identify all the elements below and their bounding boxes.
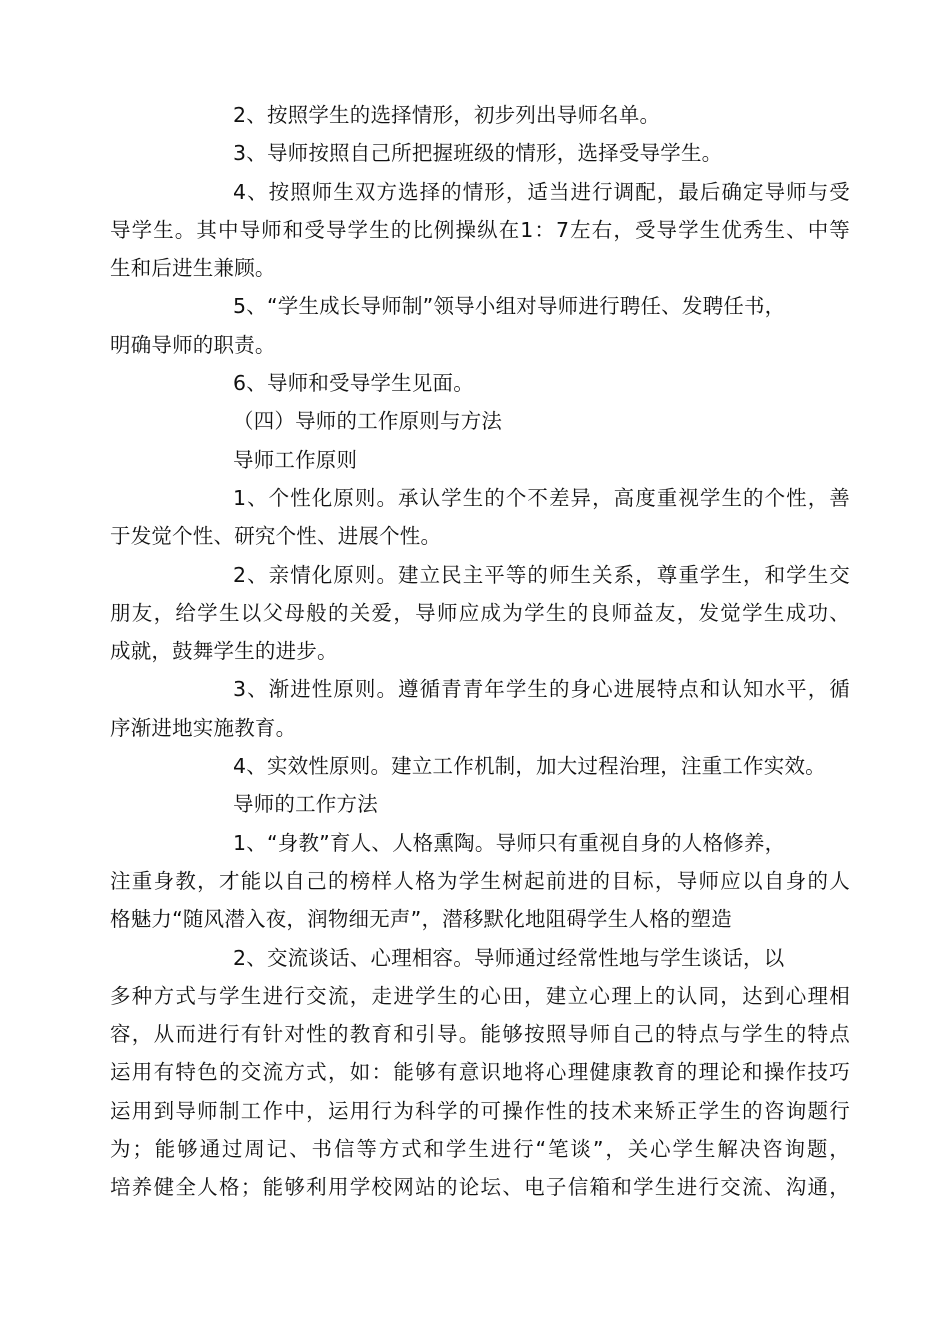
text-line: 生和后进生兼顾。	[110, 256, 276, 281]
text-line: 2、交流谈话、心理相容。导师通过经常性地与学生谈话，以	[233, 945, 785, 970]
text-line: 朋友，给学生以父母般的关爱，导师应成为学生的良师益友，发觉学生成功、	[110, 600, 850, 625]
text-line: 于发觉个性、研究个性、进展个性。	[110, 524, 442, 549]
text-line: 运用有特色的交流方式，如：能够有意识地将心理健康教育的理论和操作技巧	[110, 1060, 850, 1085]
text-line: 2、亲情化原则。建立民主平等的师生关系，尊重学生，和学生交	[233, 562, 850, 587]
text-line: 4、按照师生双方选择的情形，适当进行调配，最后确定导师与受	[233, 179, 850, 204]
text-line: 2、按照学生的选择情形，初步列出导师名单。	[233, 103, 661, 127]
text-line: 3、导师按照自己所把握班级的情形，选择受导学生。	[233, 141, 723, 166]
text-line: 格魅力“随风潜入夜，润物细无声”，潜移默化地阻碍学生人格的塑造	[110, 907, 732, 932]
text-line: 明确导师的职责。	[110, 332, 276, 357]
text-line: 容，从而进行有针对性的教育和引导。能够按照导师自己的特点与学生的特点	[110, 1022, 850, 1047]
text-line: 为；能够通过周记、书信等方式和学生进行“笔谈”，关心学生解决咨询题，	[110, 1137, 850, 1162]
text-line: 成就，鼓舞学生的进步。	[110, 639, 338, 664]
text-line: 运用到导师制工作中，运用行为科学的可操作性的技术来矫正学生的咨询题行	[110, 1098, 850, 1123]
text-line: 5、“学生成长导师制”领导小组对导师进行聘任、发聘任书，	[233, 294, 786, 319]
text-line: 1、个性化原则。承认学生的个不差异，高度重视学生的个性，善	[233, 485, 850, 510]
text-line: （四）导师的工作原则与方法	[233, 409, 503, 434]
document-body	[110, 96, 850, 1207]
text-line: 注重身教，才能以自己的榜样人格为学生树起前进的目标，导师应以自身的人	[110, 868, 850, 893]
text-line: 培养健全人格；能够利用学校网站的论坛、电子信箱和学生进行交流、沟通，	[110, 1175, 850, 1200]
text-line: 导师的工作方法	[233, 792, 378, 817]
text-line: 6、导师和受导学生见面。	[233, 371, 474, 396]
text-line: 3、渐进性原则。遵循青青年学生的身心进展特点和认知水平，循	[233, 677, 850, 702]
text-line: 导师工作原则	[233, 447, 358, 472]
text-line: 4、实效性原则。建立工作机制，加大过程治理，注重工作实效。	[233, 754, 826, 779]
text-line: 导学生。其中导师和受导学生的比例操纵在1：7左右，受导学生优秀生、中等	[110, 217, 850, 242]
text-line: 序渐进地实施教育。	[110, 715, 297, 740]
text-line: 1、“身教”育人、人格熏陶。导师只有重视自身的人格修养，	[233, 830, 786, 855]
text-line: 多种方式与学生进行交流，走进学生的心田，建立心理上的认同，达到心理相	[110, 983, 850, 1008]
